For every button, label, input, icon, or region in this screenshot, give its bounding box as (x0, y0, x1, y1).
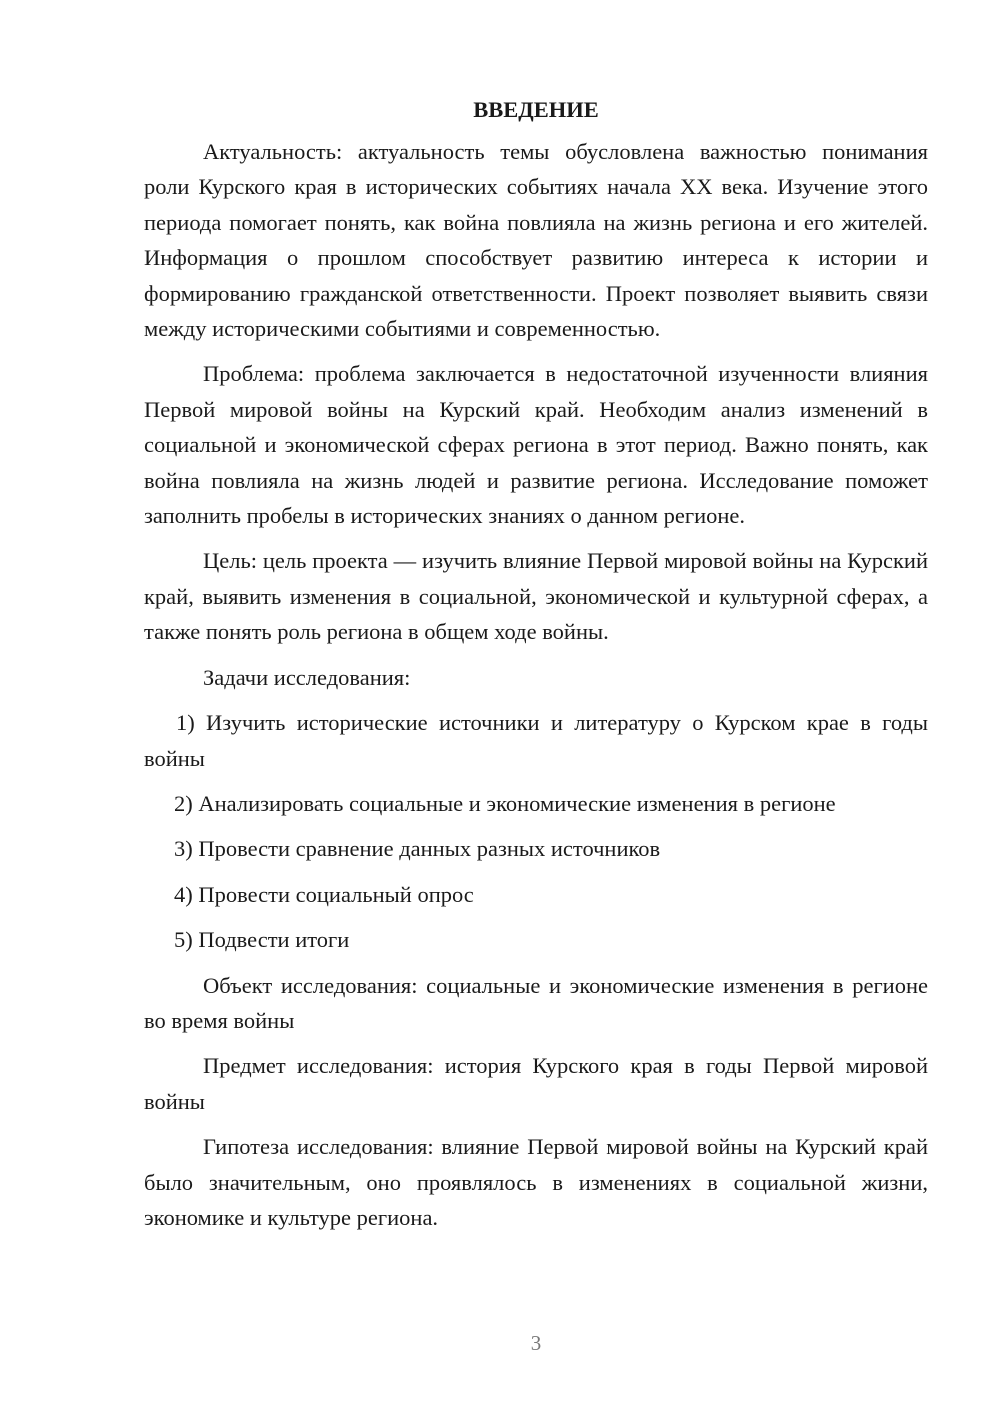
page-content (144, 92, 928, 1245)
object-paragraph: Объект исследования: социальные и экономические изменения в регионе во время войны (144, 972, 928, 1033)
goal-paragraph: Цель: цель проекта — изучить влияние Первой мировой войны на Курский край, выявить изменения в социальной, экономической и культурной сферах, а также понять роль региона в общем ходе войны. (144, 548, 928, 645)
tasks-heading: Задачи исследования: (203, 664, 411, 690)
hypothesis-paragraph: Гипотеза исследования: влияние Первой мировой войны на Курский край было значительным, оно проявлялось в изменениях в социальной жизни, экономике и культуре региона. (144, 1134, 928, 1230)
task-item-1: 1) Изучить исторические источники и литературу о Курском крае в годы войны (144, 710, 928, 771)
section-title: ВВЕДЕНИЕ (473, 97, 599, 122)
task-item-4: 4) Провести социальный опрос (174, 881, 474, 907)
page-number: 3 (530, 1331, 542, 1355)
task-item-3: 3) Провести сравнение данных разных источников (174, 836, 661, 862)
task-item-2: 2) Анализировать социальные и экономические изменения в регионе (174, 790, 836, 816)
relevance-paragraph: Актуальность: актуальность темы обусловлена важностью понимания роли Курского края в исторических событиях начала XX века. Изучение этого периода помогает понять, как война повлияла на жизнь региона и его жителей. Информация о прошлом способствует развитию интереса к истории и формированию гражданской ответственности. Проект позволяет выявить связи между историческими событиями и современностью. (144, 139, 928, 342)
subject-paragraph: Предмет исследования: история Курского края в годы Первой мировой войны (144, 1053, 928, 1114)
problem-paragraph: Проблема: проблема заключается в недостаточной изученности влияния Первой мировой войны на Курский край. Необходим анализ изменений в социальной и экономической сферах региона в этот период. Важно понять, как война повлияла на жизнь людей и развитие региона. Исследование поможет заполнить пробелы в исторических знаниях о данном регионе. (144, 361, 928, 529)
task-item-5: 5) Подвести итоги (174, 927, 350, 953)
